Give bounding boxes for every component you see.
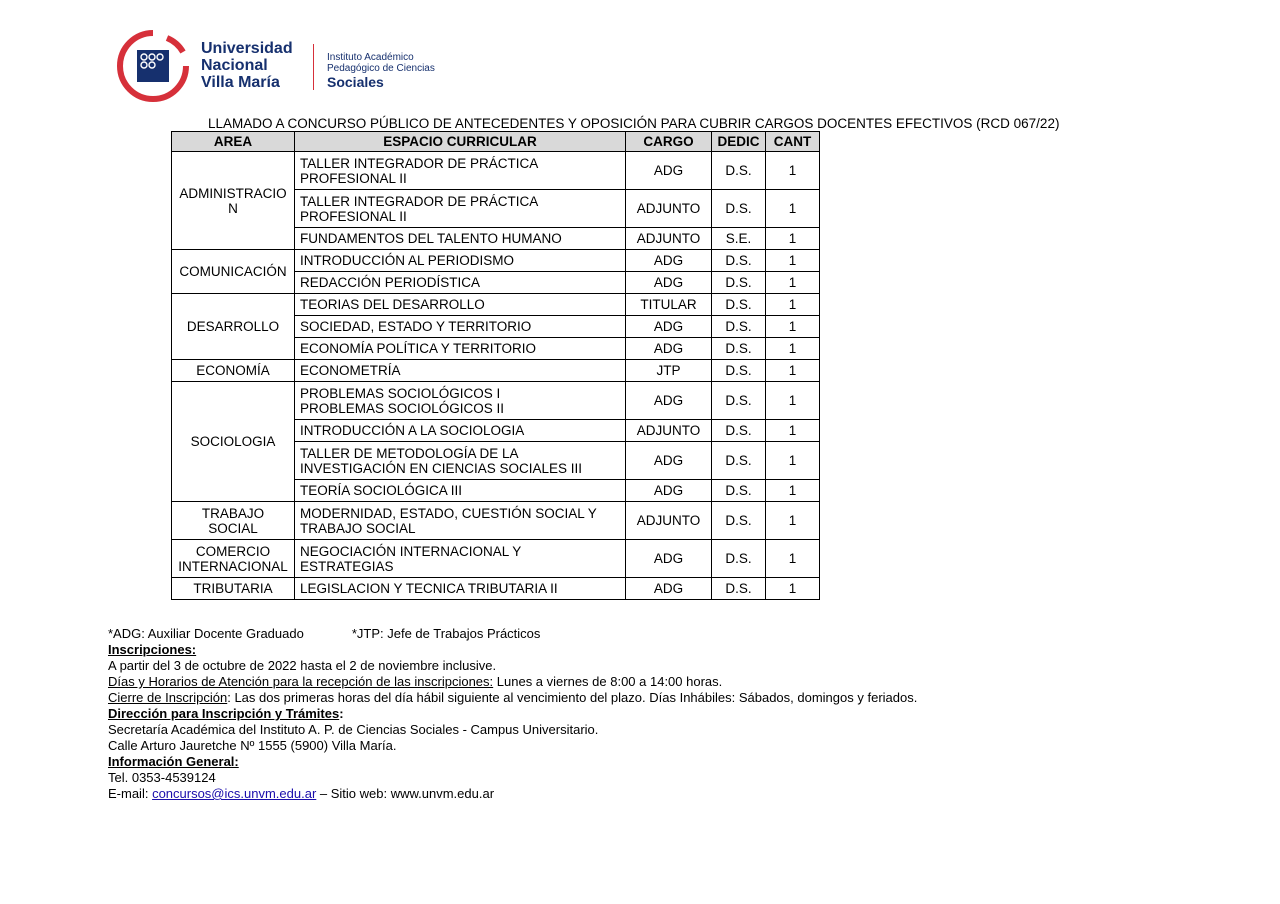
dedic-cell: S.E. xyxy=(712,228,766,250)
cargo-cell: ADJUNTO xyxy=(626,420,712,442)
table-body xyxy=(172,152,820,600)
espacio-cell: SOCIEDAD, ESTADO Y TERRITORIO xyxy=(295,316,626,338)
cant-cell: 1 xyxy=(766,420,820,442)
university-name xyxy=(201,40,293,91)
cargo-cell: ADG xyxy=(626,578,712,600)
cargo-cell: ADG xyxy=(626,382,712,420)
dedic-cell: D.S. xyxy=(712,502,766,540)
cargo-cell: ADG xyxy=(626,316,712,338)
university-name-line: Universidad xyxy=(201,40,293,57)
website-text: – Sitio web: www.unvm.edu.ar xyxy=(316,786,495,801)
cant-cell: 1 xyxy=(766,442,820,480)
cargo-cell: ADG xyxy=(626,152,712,190)
cierre-row xyxy=(108,690,1208,706)
table-row xyxy=(172,502,820,540)
espacio-cell: TALLER INTEGRADOR DE PRÁCTICA PROFESIONAL II xyxy=(295,152,626,190)
cant-cell: 1 xyxy=(766,152,820,190)
cargo-cell: JTP xyxy=(626,360,712,382)
dedic-cell: D.S. xyxy=(712,420,766,442)
dedic-cell: D.S. xyxy=(712,360,766,382)
table-header-row xyxy=(172,132,820,152)
espacio-cell: INTRODUCCIÓN AL PERIODISMO xyxy=(295,250,626,272)
espacio-cell: PROBLEMAS SOCIOLÓGICOS I PROBLEMAS SOCIOLÓGICOS II xyxy=(295,382,626,420)
abbreviations-row xyxy=(108,626,1208,642)
table-row xyxy=(172,382,820,420)
university-emblem-icon xyxy=(117,30,189,102)
cierre-label: Cierre de Inscripción xyxy=(108,690,228,705)
direccion-line2: Calle Arturo Jauretche Nº 1555 (5900) Villa María. xyxy=(108,738,397,753)
cant-cell: 1 xyxy=(766,338,820,360)
cargo-cell: ADG xyxy=(626,250,712,272)
header-cargo: CARGO xyxy=(626,132,712,152)
cargo-cell: ADJUNTO xyxy=(626,228,712,250)
cargo-cell: ADG xyxy=(626,442,712,480)
university-name-line: Nacional xyxy=(201,57,268,74)
cargo-cell: ADG xyxy=(626,540,712,578)
institute-name-line: Pedagógico de Ciencias xyxy=(327,63,435,74)
dedic-cell: D.S. xyxy=(712,152,766,190)
cargo-cell: ADG xyxy=(626,338,712,360)
cant-cell: 1 xyxy=(766,294,820,316)
cant-cell: 1 xyxy=(766,540,820,578)
cant-cell: 1 xyxy=(766,360,820,382)
area-cell: ADMINISTRACIO N xyxy=(172,152,295,250)
cant-cell: 1 xyxy=(766,502,820,540)
area-cell: ECONOMÍA xyxy=(172,360,295,382)
table-row xyxy=(172,294,820,316)
cant-cell: 1 xyxy=(766,480,820,502)
espacio-cell: INTRODUCCIÓN A LA SOCIOLOGIA xyxy=(295,420,626,442)
email-label: E-mail: xyxy=(108,786,153,801)
espacio-cell: FUNDAMENTOS DEL TALENTO HUMANO xyxy=(295,228,626,250)
area-cell: COMERCIO INTERNACIONAL xyxy=(172,540,295,578)
cargo-cell: ADG xyxy=(626,272,712,294)
cant-cell: 1 xyxy=(766,382,820,420)
inscripciones-heading: Inscripciones: xyxy=(108,642,197,657)
jtp-note: *JTP: Jefe de Trabajos Prácticos xyxy=(351,626,541,641)
direccion-line1: Secretaría Académica del Instituto A. P. de Ciencias Sociales - Campus Universitario. xyxy=(108,722,599,737)
footer-notes xyxy=(108,626,1208,802)
espacio-cell: LEGISLACION Y TECNICA TRIBUTARIA II xyxy=(295,578,626,600)
cargo-cell: ADG xyxy=(626,480,712,502)
horarios-text: Lunes a viernes de 8:00 a 14:00 horas. xyxy=(493,674,723,689)
espacio-cell: TALLER DE METODOLOGÍA DE LA INVESTIGACIÓN EN CIENCIAS SOCIALES III xyxy=(295,442,626,480)
logo-divider xyxy=(313,44,314,90)
espacio-cell: TEORIAS DEL DESARROLLO xyxy=(295,294,626,316)
espacio-cell: REDACCIÓN PERIODÍSTICA xyxy=(295,272,626,294)
area-cell: COMUNICACIÓN xyxy=(172,250,295,294)
dedic-cell: D.S. xyxy=(712,338,766,360)
header-cant: CANT xyxy=(766,132,820,152)
institute-name xyxy=(327,52,435,91)
area-cell: TRABAJO SOCIAL xyxy=(172,502,295,540)
cargo-cell: ADJUNTO xyxy=(626,502,712,540)
dedic-cell: D.S. xyxy=(712,316,766,338)
area-cell: TRIBUTARIA xyxy=(172,578,295,600)
dedic-cell: D.S. xyxy=(712,250,766,272)
cant-cell: 1 xyxy=(766,250,820,272)
telephone: Tel. 0353-4539124 xyxy=(108,770,216,785)
espacio-cell: MODERNIDAD, ESTADO, CUESTIÓN SOCIAL Y TRABAJO SOCIAL xyxy=(295,502,626,540)
institute-name-big: Sociales xyxy=(327,74,384,90)
dedic-cell: D.S. xyxy=(712,578,766,600)
cant-cell: 1 xyxy=(766,578,820,600)
area-cell: SOCIOLOGIA xyxy=(172,382,295,502)
espacio-cell: ECONOMETRÍA xyxy=(295,360,626,382)
dedic-cell: D.S. xyxy=(712,442,766,480)
dedic-cell: D.S. xyxy=(712,294,766,316)
contact-row xyxy=(108,786,1208,802)
cant-cell: 1 xyxy=(766,190,820,228)
direccion-colon: : xyxy=(339,706,344,721)
header-dedic: DEDIC xyxy=(712,132,766,152)
cargo-cell: ADJUNTO xyxy=(626,190,712,228)
table-row xyxy=(172,540,820,578)
table-row xyxy=(172,360,820,382)
cargo-cell: TITULAR xyxy=(626,294,712,316)
inscripciones-text: A partir del 3 de octubre de 2022 hasta el 2 de noviembre inclusive. xyxy=(108,658,497,673)
email-link[interactable]: concursos@ics.unvm.edu.ar xyxy=(152,786,317,801)
header-espacio: ESPACIO CURRICULAR xyxy=(295,132,626,152)
table-row xyxy=(172,578,820,600)
info-heading: Información General: xyxy=(108,754,239,769)
dedic-cell: D.S. xyxy=(712,382,766,420)
direccion-heading-row xyxy=(108,706,1208,722)
espacio-cell: TEORÍA SOCIOLÓGICA III xyxy=(295,480,626,502)
espacio-cell: NEGOCIACIÓN INTERNACIONAL Y ESTRATEGIAS xyxy=(295,540,626,578)
positions-table xyxy=(171,131,820,600)
table-row xyxy=(172,250,820,272)
cant-cell: 1 xyxy=(766,272,820,294)
horarios-row xyxy=(108,674,1208,690)
document-title: LLAMADO A CONCURSO PÚBLICO DE ANTECEDENTES Y OPOSICIÓN PARA CUBRIR CARGOS DOCENTES EFECTIVOS (RCD 067/22) xyxy=(208,116,1060,131)
horarios-label: Días y Horarios de Atención para la recepción de las inscripciones: xyxy=(108,674,494,689)
dedic-cell: D.S. xyxy=(712,272,766,294)
cant-cell: 1 xyxy=(766,228,820,250)
direccion-heading: Dirección para Inscripción y Trámites xyxy=(108,706,340,721)
institute-name-line: Instituto Académico xyxy=(327,52,414,63)
university-name-line: Villa María xyxy=(201,74,280,91)
table-row xyxy=(172,152,820,190)
header-area: AREA xyxy=(172,132,295,152)
dedic-cell: D.S. xyxy=(712,190,766,228)
espacio-cell: ECONOMÍA POLÍTICA Y TERRITORIO xyxy=(295,338,626,360)
university-logo xyxy=(117,30,457,106)
cierre-text: : Las dos primeras horas del día hábil siguiente al vencimiento del plazo. Días Inhábiles: Sábados, domingos y feriados. xyxy=(227,690,918,705)
adg-note: *ADG: Auxiliar Docente Graduado xyxy=(108,626,304,641)
espacio-cell: TALLER INTEGRADOR DE PRÁCTICA PROFESIONAL II xyxy=(295,190,626,228)
dedic-cell: D.S. xyxy=(712,540,766,578)
area-cell: DESARROLLO xyxy=(172,294,295,360)
cant-cell: 1 xyxy=(766,316,820,338)
dedic-cell: D.S. xyxy=(712,480,766,502)
